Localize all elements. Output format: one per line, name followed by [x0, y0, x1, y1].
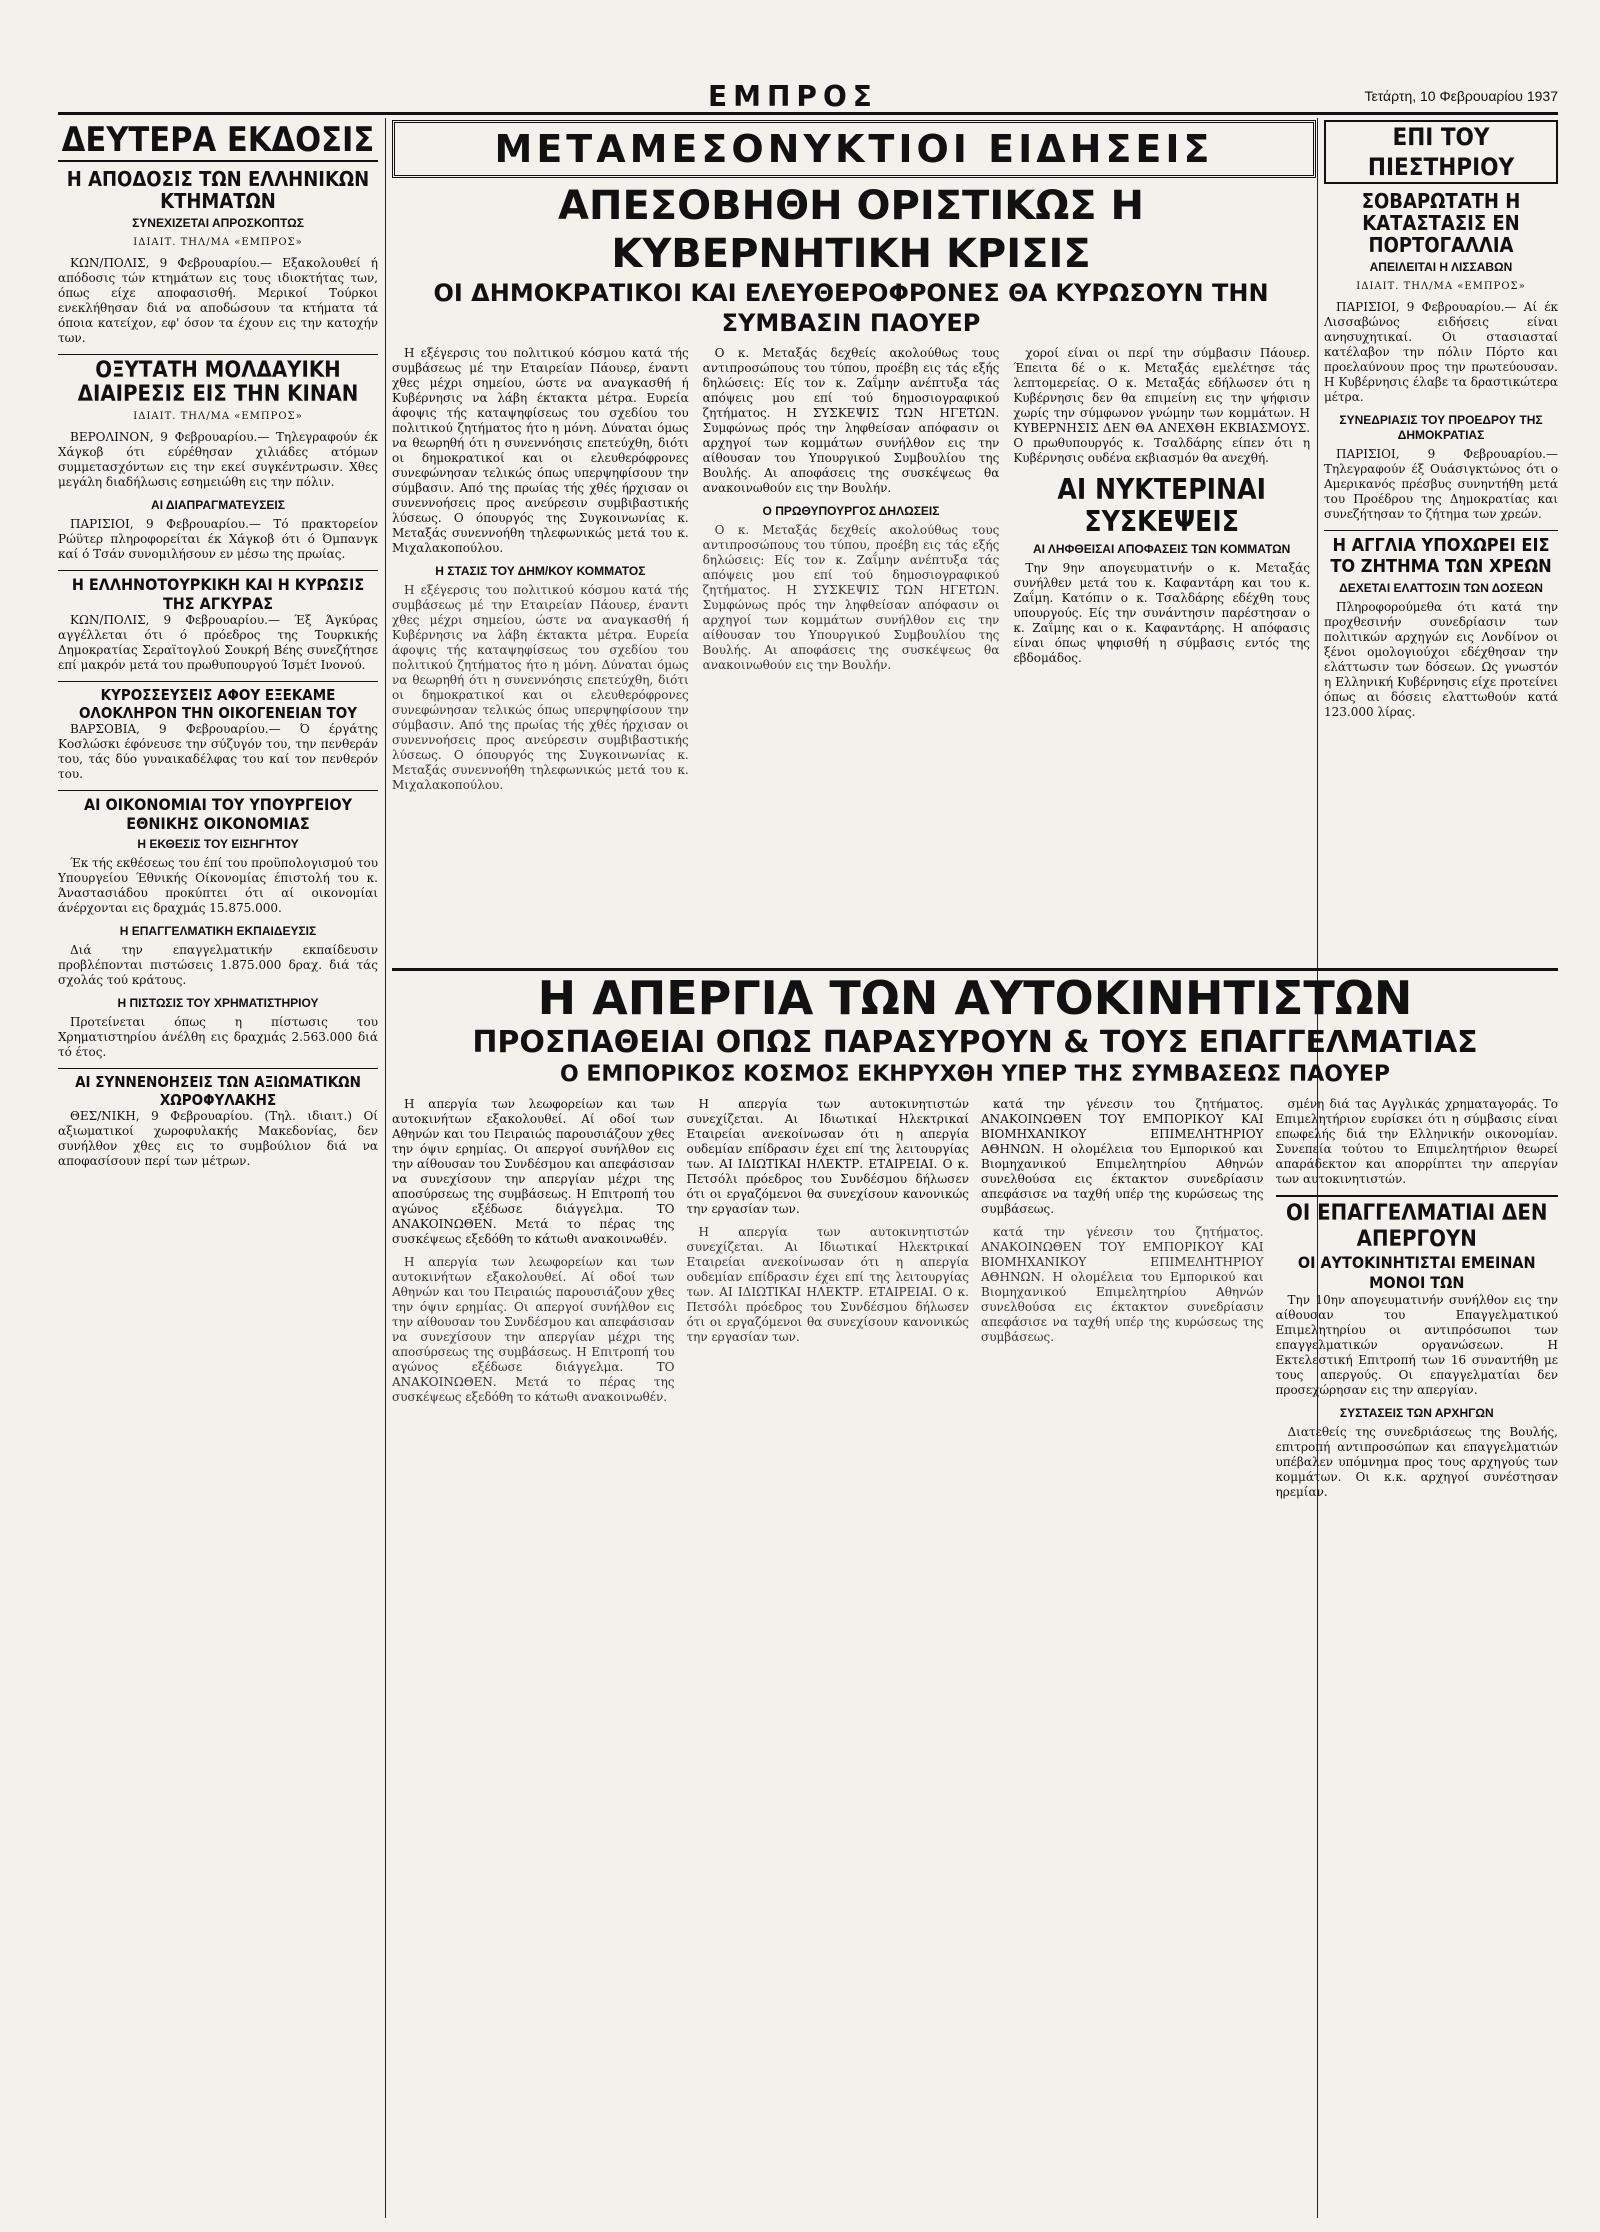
article-text: Η εξέγερσις του πολιτικού κόσμου κατά τής συμβάσεως μέ την Εταιρείαν Πάουερ, έναντι χθες μέχρι σημείου, ώστε να αναγκασθή ή Κυβέρνησις να λάβη έκτακτα μέτρα. Ευρεία άφοψις τής καταψηφίσεως του σχεδίου του πολιτικού ζητήματος ήτο η μόνη. Δύναται όμως να θεωρηθή ότι η συνεννόησις επετεύχθη, διότι οι δημοκρατικοί και οι ελευθερόφρονες συνεφώνησαν τελικώς όπως υπερψηφίσουν την σύμβασιν. Από της πρωίας τής χθές ήρχισαν οι συνεννοήσεις προς ανεύρεσιν συμβιβαστικής λύσεως. Ο όπουργός της Συγκοινωνίας κ. Μεταξάς συνεννοήθη τηλεφωνικώς μετά του κ. Μιχαλακοπούλου. [392, 583, 689, 792]
right-column [1324, 120, 1558, 820]
subheadline: Η ΕΚΘΕΣΙΣ ΤΟΥ ΕΙΣΗΓΗΤΟΥ [137, 837, 299, 851]
article-text: ΒΕΡΟΛΙΝΟΝ, 9 Φεβρουαρίου.— Τηλεγραφούν έκ Χάγκοβ ότι εύρέθησαν χιλιάδες ατόμων συμμετασχόντων εις την εκεί συγκέντρωσιν. Χθες μεγάλη διαδήλωσις εσημειώθη εις την πόλιν. [58, 430, 378, 489]
headline: Η ΑΠΕΡΓΙΑ ΤΩΝ ΑΥΤΟΚΙΝΗΤΙΣΤΩΝ [537, 971, 1413, 1025]
headline: Η ΑΓΓΛΙΑ ΥΠΟΧΩΡΕΙ ΕΙΣ ΤΟ ΖΗΤΗΜΑ ΤΩΝ ΧΡΕΩΝ [1324, 530, 1558, 577]
issue-date: Τετάρτη, 10 Φεβρουαρίου 1937 [1364, 88, 1558, 104]
headline: ΑΙ ΣΥΝΝΕΝΟΗΣΕΙΣ ΤΩΝ ΑΞΙΩΜΑΤΙΚΩΝ ΧΩΡΟΦΥΛΑΚΗΣ [58, 1068, 378, 1109]
section-heading: Ο ΠΡΩΘΥΠΟΥΡΓΟΣ ΔΗΛΩΣΕΙΣ [762, 504, 940, 518]
section-heading: ΣΥΝΕΔΡΙΑΣΙΣ ΤΟΥ ΠΡΟΕΔΡΟΥ ΤΗΣ ΔΗΜΟΚΡΑΤΙΑΣ [1339, 413, 1543, 442]
subheadline: ΟΙ ΔΗΜΟΚΡΑΤΙΚΟΙ ΚΑΙ ΕΛΕΥΘΕΡΟΦΡΟΝΕΣ ΘΑ ΚΥΡΩΣΟΥΝ ΤΗΝ ΣΥΜΒΑΣΙΝ ΠΑΟΥΕΡ [433, 279, 1269, 337]
article-text: Προτείνεται όπως η πίστωσις του Χρηματιστηρίου άνέλθη εις δραχμάς 2.563.000 διά τό έτος. [58, 1015, 378, 1059]
masthead-strip [58, 78, 1558, 115]
article-text: Πληροφορούμεθα ότι κατά την προχθεσινήν συνεδρίασιν των πολιτικών αρχηγών εις Λονδίνον οι ξένοι ομολογιούχοι εδέχθησαν την ελάττωσιν των δόσεων. Ως γνωστόν η Ελληνική Κυβέρνησις είχε προτείνει όπως αι δόσεις ελαττωθούν κατά 123.000 λίρας. [1324, 600, 1558, 719]
section-heading: ΣΥΣΤΑΣΕΙΣ ΤΩΝ ΑΡΧΗΓΩΝ [1339, 1406, 1494, 1420]
article-text: Η απεργία των αυτοκινητιστών συνεχίζεται. Αι Ιδιωτικαί Ηλεκτρικαί Εταιρείαι ανεκοίνωσαν ότι η απεργία ουδεμίαν επίδρασιν έχει επί της λειτουργίας των. ΑΙ ΙΔΙΩΤΙΚΑΙ ΗΛΕΚΤΡ. ΕΤΑΙΡΕΙΑΙ. Ο κ. Πετσόλι πρόεδρος του Συνδέσμου δήλωσεν ότι οι εργαζόμενοι θα συνεχίσουν κανονικώς την εργασίαν των. [686, 1225, 969, 1344]
late-news-banner [392, 120, 1316, 178]
article-text: Διά την επαγγελματικήν εκπαίδευσιν προβλέπονται πιστώσεις 1.875.000 δραχ. διά τάς σχολάς τού κράτους. [58, 943, 378, 987]
subheadline: ΑΙ ΛΗΦΘΕΙΣΑΙ ΑΠΟΦΑΣΕΙΣ ΤΩΝ ΚΟΜΜΑΤΩΝ [1033, 542, 1291, 556]
headline: ΚΥΡΟΣΣΕΥΣΕΙΣ ΑΦΟΥ ΕΞΕΚΑΜΕ ΟΛΟΚΛΗΡΟΝ ΤΗΝ ΟΙΚΟΓΕΝΕΙΑΝ ΤΟΥ [58, 681, 378, 722]
article-text: Διατεθείς της συνεδριάσεως της Βουλής, επιτροπή αντιπροσώπων και επαγγελματιών υπέβαλεν υπόμνημα προς τους αρχηγούς των κομμάτων. Οι κ.κ. αρχηγοί συνέστησαν ηρεμίαν. [1275, 1425, 1558, 1499]
headline: ΣΟΒΑΡΩΤΑΤΗ Η ΚΑΤΑΣΤΑΣΙΣ ΕΝ ΠΟΡΤΟΓΑΛΛΙΑ [1361, 189, 1521, 257]
article-text: ΠΑΡΙΣΙΟΙ, 9 Φεβρουαρίου.— Τηλεγραφούν έξ Ουάσιγκτώνος ότι ο Αμερικανός πρέσβυς συνηντήθη μετά του Προέδρου της Δημοκρατίας και συνεζήτησαν το ζήτημα των χρεών. [1324, 447, 1558, 521]
section-heading: ΑΙ ΔΙΑΠΡΑΓΜΑΤΕΥΣΕΙΣ [151, 498, 285, 512]
article-text: κατά την γένεσιν του ζητήματος. ΑΝΑΚΟΙΝΩΘΕΝ ΤΟΥ ΕΜΠΟΡΙΚΟΥ ΚΑΙ ΒΙΟΜΗΧΑΝΙΚΟΥ ΕΠΙΜΕΛΗΤΗΡΙΟΥ ΑΘΗΝΩΝ. Η ολομέλεια του Εμπορικού και Βιομηχανικού Επιμελητηρίου Αθηνών συνελθούσα εις έκτακτον συνεδρίασιν απεφάσισε να ταχθή υπέρ της κυρώσεως της συμβάσεως. [981, 1097, 1264, 1216]
crisis-story [392, 182, 1310, 962]
article-text: ΚΩΝ/ΠΟΛΙΣ, 9 Φεβρουαρίου.— Εξακολουθεί ή απόδοσις τών κτημάτων εις τους ιδιοκτήτας των, όπως είχε αποφασισθή. Μερικοί Τούρκοι ενεκλήθησαν διά να αποδώσουν τα κτήματα τά όποια κατείχον, εφ' όσον τα έχουν εις την κατοχήν των. [58, 256, 378, 345]
subheadline: Ο ΕΜΠΟΡΙΚΟΣ ΚΟΣΜΟΣ ΕΚΗΡΥΧΘΗ ΥΠΕΡ ΤΗΣ ΣΥΜΒΑΣΕΩΣ ΠΑΟΥΕΡ [559, 1062, 1391, 1087]
press-title: ΕΠΙ ΤΟΥ ΠΙΕΣΤΗΡΙΟΥ [1324, 120, 1558, 184]
headline: ΟΞΥΤΑΤΗ ΜΟΛΔΑΥΙΚΗ ΔΙΑΙΡΕΣΙΣ ΕΙΣ ΤΗΝ ΚΙΝΑΝ [58, 354, 378, 407]
strike-story [392, 968, 1558, 2211]
section-heading: Η ΠΙΣΤΩΣΙΣ ΤΟΥ ΧΡΗΜΑΤΙΣΤΗΡΙΟΥ [117, 996, 319, 1010]
article-text: Ο κ. Μεταξάς δεχθείς ακολούθως τους αντιπροσώπους του τύπου, προέβη εις τάς εξής δηλώσεις: Είς τον κ. Ζαΐμην ανέπτυξα τάς απόψεις μου επί τού δημοσιογραφικού ζητήματος. Η ΣΥΣΚΕΨΙΣ ΤΩΝ ΗΓΕΤΩΝ. Συμφώνως πρός την ληφθείσαν απόφασιν οι αρχηγοί των κομμάτων συνήλθον εις την αίθουσαν του Υπουργικού Συμβουλίου της Βουλής. Αι αποφάσεις της συσκέψεως θα ανακοινωθούν εις την Βουλήν. [702, 523, 1000, 672]
subheadline: ΣΥΝΕΧΙΖΕΤΑΙ ΑΠΡΟΣΚΟΠΤΩΣ [132, 216, 304, 230]
article-text: ΒΑΡΣΟΒΙΑ, 9 Φεβρουαρίου.— Ό έργάτης Κοσλώσκι έφόνευσε την σύζυγόν του, την πενθεράν του, τάς δύο γυναικαδέλφας του καί τον πενθερόν του. [58, 722, 378, 781]
article-text: ΘΕΣ/ΝΙΚΗ, 9 Φεβρουαρίου. (Τηλ. ιδιαιτ.) Οί αξιωματικοί χωροφυλακής Μακεδονίας, δεν συνήλθον χθες εις το συμβούλιον διά να αποφασίσουν περί των μέτρων. [58, 1109, 378, 1168]
article-text: Η απεργία των λεωφορείων και των αυτοκινήτων εξακολουθεί. Αί οδοί των Αθηνών και του Πειραιώς παρουσιάζουν χθες την όψιν ερημίας. Οι απεργοί συνήλθον εις την αίθουσαν του Συνδέσμου και απεφάσισαν να συνεχίσουν την απεργίαν μέχρι της αποσύρσεως της συμβάσεως. Η Επιτροπή του αγώνος εξέδωσε διάγγελμα. ΤΟ ΑΝΑΚΟΙΝΩΘΕΝ. Μετά το πέρας της συσκέψεως εξεδόθη το κάτωθι ανακοινωθέν. [392, 1097, 675, 1246]
wire-tag: ΙΔΙΑΙΤ. ΤΗΛ/ΜΑ «ΕΜΠΡΟΣ» [1356, 281, 1526, 292]
headline: ΑΙ ΝΥΚΤΕΡΙΝΑΙ ΣΥΣΚΕΨΕΙΣ [1057, 473, 1266, 538]
article-text: ΠΑΡΙΣΙΟΙ, 9 Φεβρουαρίου.— Αί έκ Λισσαβώνος ειδήσεις είναι ανησυχητικαί. Οι στασιασταί κατέλαβον την πόλιν Πόρτο και προελαύνουν προς την πρωτεύουσαν. Η Κυβέρνησις έλαβε τα δραστικώτερα μέτρα. [1324, 300, 1558, 404]
section-heading: Η ΣΤΑΣΙΣ ΤΟΥ ΔΗΜ/ΚΟΥ ΚΟΜΜΑΤΟΣ [435, 564, 646, 578]
article-text: ΚΩΝ/ΠΟΛΙΣ, 9 Φεβρουαρίου.— Έξ Άγκύρας αγγέλλεται ότι ό πρόεδρος της Τουρκικής Δημοκρατίας Σεραϊτογλού Σουκρή Βέης συνεζήτησε επί μακρόν μετά του πρωθυπουργού Ίσμέτ Ινονού. [58, 613, 378, 672]
subheadline: ΔΕΧΕΤΑΙ ΕΛΑΤΤΟΣΙΝ ΤΩΝ ΔΟΣΕΩΝ [1339, 581, 1543, 595]
headline: ΑΙ ΟΙΚΟΝΟΜΙΑΙ ΤΟΥ ΥΠΟΥΡΓΕΙΟΥ ΕΘΝΙΚΗΣ ΟΙΚΟΝΟΜΙΑΣ [58, 790, 378, 833]
article-text: κατά την γένεσιν του ζητήματος. ΑΝΑΚΟΙΝΩΘΕΝ ΤΟΥ ΕΜΠΟΡΙΚΟΥ ΚΑΙ ΒΙΟΜΗΧΑΝΙΚΟΥ ΕΠΙΜΕΛΗΤΗΡΙΟΥ ΑΘΗΝΩΝ. Η ολομέλεια του Εμπορικού και Βιομηχανικού Επιμελητηρίου Αθηνών συνελθούσα εις έκτακτον συνεδρίασιν απεφάσισε να ταχθή υπέρ της κυρώσεως της συμβάσεως. [981, 1225, 1264, 1344]
article-text: Ο κ. Μεταξάς δεχθείς ακολούθως τους αντιπροσώπους του τύπου, προέβη εις τάς εξής δηλώσεις: Είς τον κ. Ζαΐμην ανέπτυξα τάς απόψεις μου επί τού δημοσιογραφικού ζητήματος. Η ΣΥΣΚΕΨΙΣ ΤΩΝ ΗΓΕΤΩΝ. Συμφώνως πρός την ληφθείσαν απόφασιν οι αρχηγοί των κομμάτων συνήλθον εις την αίθουσαν του Υπουργικού Συμβουλίου της Βουλής. Αι αποφάσεις της συσκέψεως θα ανακοινωθούν εις την Βουλήν. [702, 346, 1000, 495]
newspaper-logo: ΕΜΠΡΟΣ [708, 80, 878, 113]
headline: ΟΙ ΕΠΑΓΓΕΛΜΑΤΙΑΙ ΔΕΝ ΑΠΕΡΓΟΥΝ [1276, 1195, 1559, 1253]
article-text: Η απεργία των αυτοκινητιστών συνεχίζεται. Αι Ιδιωτικαί Ηλεκτρικαί Εταιρείαι ανεκοίνωσαν ότι η απεργία ουδεμίαν επίδρασιν έχει επί της λειτουργίας των. ΑΙ ΙΔΙΩΤΙΚΑΙ ΗΛΕΚΤΡ. ΕΤΑΙΡΕΙΑΙ. Ο κ. Πετσόλι πρόεδρος του Συνδέσμου δήλωσεν ότι οι εργαζόμενοι θα συνεχίσουν κανονικώς την εργασίαν των. [686, 1097, 969, 1216]
headline: Η ΕΛΛΗΝΟΤΟΥΡΚΙΚΗ ΚΑΙ Η ΚΥΡΩΣΙΣ ΤΗΣ ΑΓΚΥΡΑΣ [58, 570, 378, 613]
subheadline: ΠΡΟΣΠΑΘΕΙΑΙ ΟΠΩΣ ΠΑΡΑΣΥΡΟΥΝ & ΤΟΥΣ ΕΠΑΓΓΕΛΜΑΤΙΑΣ [472, 1025, 1478, 1060]
article-text: Την 9ην απογευματινήν ο κ. Μεταξάς συνήλθεν μετά του κ. Καφαντάρη και του κ. Ζαΐμη. Κατόπιν ο κ. Τσαλδάρης εδέχθη τους υπουργούς. Είς την συνάντησιν παρέστησαν ο κ. Ζαΐμης και ο κ. Καφαντάρης. Η απόφασις είναι όπως ψηφισθή η σύμβασις εντός της εβδομάδος. [1013, 561, 1310, 665]
banner-title: ΜΕΤΑΜΕΣΟΝΥΚΤΙΟΙ ΕΙΔΗΣΕΙΣ [494, 127, 1214, 171]
article-text: Η εξέγερσις του πολιτικού κόσμου κατά τής συμβάσεως μέ την Εταιρείαν Πάουερ, έναντι χθες μέχρι σημείου, ώστε να αναγκασθή ή Κυβέρνησις να λάβη έκτακτα μέτρα. Ευρεία άφοψις τής καταψηφίσεως του σχεδίου του πολιτικού ζητήματος ήτο η μόνη. Δύναται όμως να θεωρηθή ότι η συνεννόησις επετεύχθη, διότι οι δημοκρατικοί και οι ελευθερόφρονες συνεφώνησαν τελικώς όπως υπερψηφίσουν την σύμβασιν. Από της πρωίας τής χθές ήρχισαν οι συνεννοήσεις προς ανεύρεσιν συμβιβαστικής λύσεως. Ο όπουργός της Συγκοινωνίας κ. Μεταξάς συνεννοήθη τηλεφωνικώς μετά του κ. Μιχαλακοπούλου. [392, 346, 689, 555]
left-column [58, 120, 378, 2210]
wire-tag: ΙΔΙΑΙΤ. ΤΗΛ/ΜΑ «ΕΜΠΡΟΣ» [133, 411, 303, 422]
subheadline: ΑΠΕΙΛΕΙΤΑΙ Η ΛΙΣΣΑΒΩΝ [1369, 260, 1513, 274]
second-edition-title: ΔΕΥΤΕΡΑ ΕΚΔΟΣΙΣ [58, 120, 378, 162]
article-text: ΠΑΡΙΣΙΟΙ, 9 Φεβρουαρίου.— Τό πρακτορείον Ρώϋτερ πληροφορείται έκ Χάγκοβ ότι ό Όμπανγκ καί ό Τσάν συνομιλήσουν εν μέσω της πρωίας. [58, 517, 378, 561]
article-text: Την 10ην απογευματινήν συνήλθον εις την αίθουσαν του Επαγγελματικού Επιμελητηρίου οι αντιπρόσωποι των επαγγελματικών οργανώσεων. Η Εκτελεστική Επιτροπή των 16 συναντήθη με τους απεργούς. Οι επαγγελματίαι δεν προσεχώρησαν εις την απεργίαν. [1275, 1293, 1558, 1397]
headline: ΑΠΕΣΟΒΗΘΗ ΟΡΙΣΤΙΚΩΣ Η ΚΥΒΕΡΝΗΤΙΚΗ ΚΡΙΣΙΣ [558, 183, 1144, 277]
article-text: σμένη διά τας Αγγλικάς χρηματαγοράς. Το Επιμελητήριον ευρίσκει ότι η σύμβασις είναι επωφελής διά την Ελληνικήν οικονομίαν. Συνεπεία τούτου το Επιμελητήριον θεωρεί απαράδεκτον και απορρίπτει την απεργίαν των αυτοκινητιστών. [1275, 1097, 1558, 1186]
subheadline: ΟΙ ΑΥΤΟΚΙΝΗΤΙΣΤΑΙ ΕΜΕΙΝΑΝ ΜΟΝΟΙ ΤΩΝ [1297, 1253, 1536, 1292]
column-rule [385, 118, 386, 2218]
article-text: Η απεργία των λεωφορείων και των αυτοκινήτων εξακολουθεί. Αί οδοί των Αθηνών και του Πειραιώς παρουσιάζουν χθες την όψιν ερημίας. Οι απεργοί συνήλθον εις την αίθουσαν του Συνδέσμου και απεφάσισαν να συνεχίσουν την απεργίαν μέχρι της αποσύρσεως της συμβάσεως. Η Επιτροπή του αγώνος εξέδωσε διάγγελμα. ΤΟ ΑΝΑΚΟΙΝΩΘΕΝ. Μετά το πέρας της συσκέψεως εξεδόθη το κάτωθι ανακοινωθέν. [392, 1255, 675, 1404]
headline: Η ΑΠΟΔΟΣΙΣ ΤΩΝ ΕΛΛΗΝΙΚΩΝ ΚΤΗΜΑΤΩΝ [66, 167, 370, 213]
wire-tag: ΙΔΙΑΙΤ. ΤΗΛ/ΜΑ «ΕΜΠΡΟΣ» [133, 237, 303, 248]
article-text: Έκ τής εκθέσεως του έπί του προϋπολογισμού του Υπουργείου Έθνικής Οίκονομίας έπιστολή του κ. Άναστασιάδου προκύπτει ότι αί οικονομίαι άνέρχονται εις δραχμάς 15.875.000. [58, 856, 378, 915]
section-heading: Η ΕΠΑΓΓΕΛΜΑΤΙΚΗ ΕΚΠΑΙΔΕΥΣΙΣ [119, 924, 317, 938]
article-text: χοροί είναι οι περί την σύμβασιν Πάουερ. Έπειτα δέ ο κ. Μεταξάς εμελέτησε τάς λεπτομερείας. Ο κ. Μεταξάς εδήλωσεν ότι η Κυβέρνησις δεν θα επιμείνη εις την ψήφισιν χωρίς την σύμφωνον γνώμην των κομμάτων. Η ΚΥΒΕΡΝΗΣΙΣ ΔΕΝ ΘΑ ΑΝΕΧΘΗ ΕΚΒΙΑΣΜΟΥΣ. Ο πρωθυπουργός κ. Τσαλδάρης είπεν ότι η Κυβέρνησις ουδένα εκβιασμόν θα ανεχθή. [1013, 346, 1310, 465]
